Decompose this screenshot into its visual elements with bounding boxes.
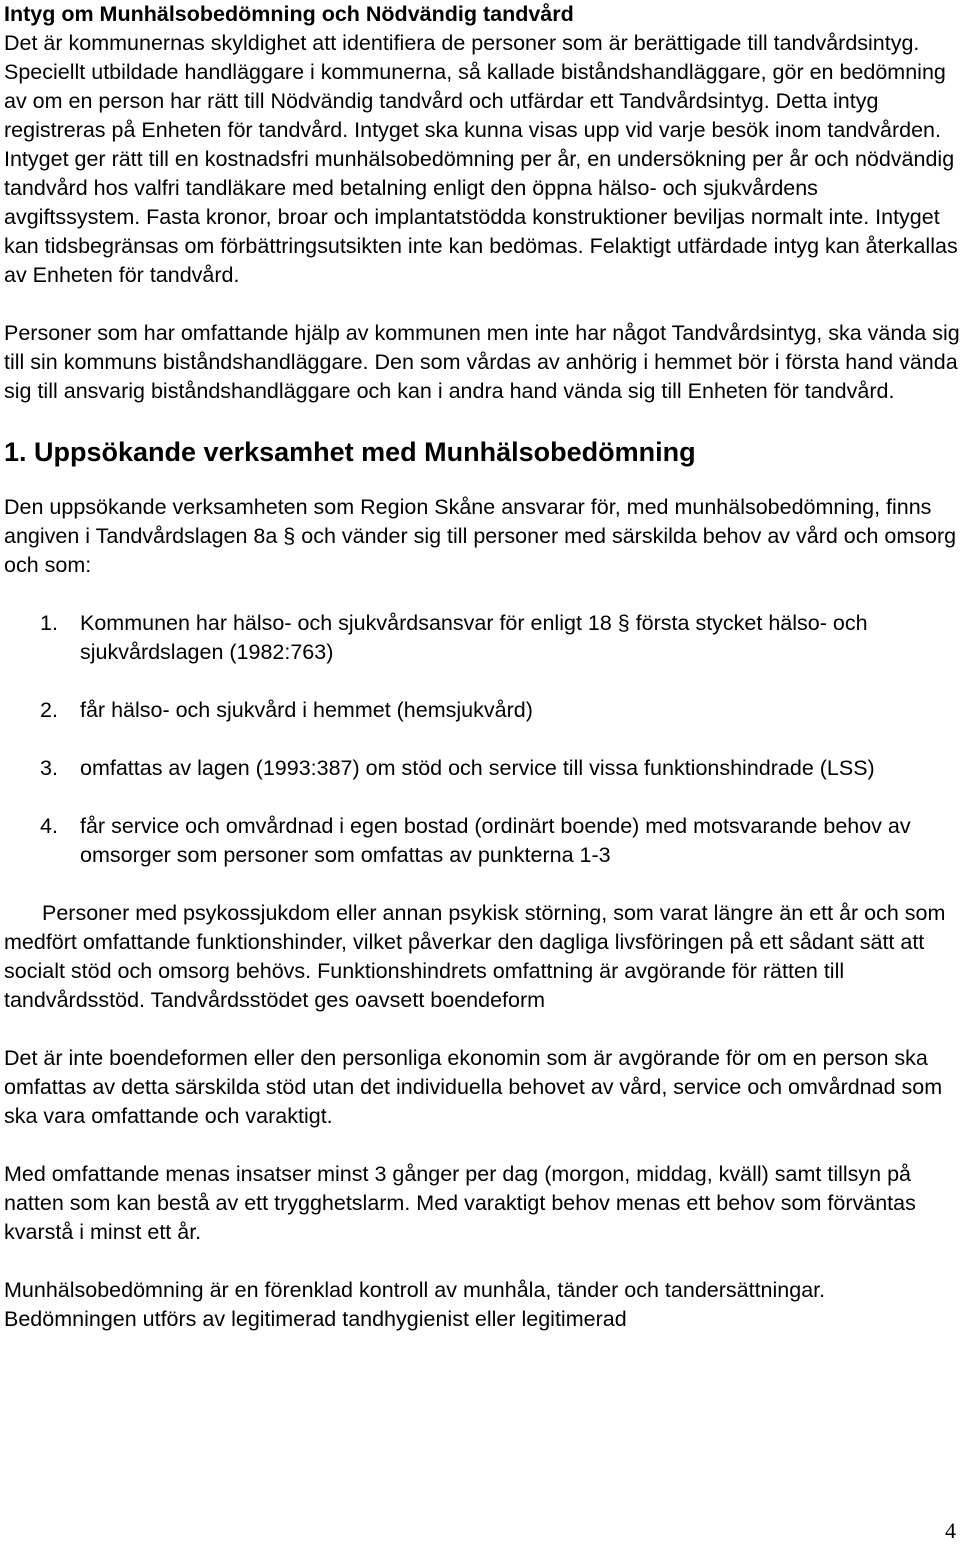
list-item-text: får service och omvårdnad i egen bostad (ordinärt boende) med motsvarande behov av omsorger som personer som omfattas av punkterna 1-3	[80, 814, 911, 867]
list-item	[4, 754, 960, 783]
list-item-text: får hälso- och sjukvård i hemmet (hemsjukvård)	[80, 698, 533, 722]
list-item-number: 4.	[40, 814, 58, 838]
document-title: Intyg om Munhälsobedömning och Nödvändig tandvård	[4, 2, 574, 26]
section-paragraph-2: Personer med psykossjukdom eller annan psykisk störning, som varat längre än ett år och som medfört omfattande funktionshinder, vilket påverkar den dagliga livsföringen på ett sådant sätt att socialt stöd och omsorg behövs. Funktionshindrets omfattning är avgörande för rätten till tandvårdsstöd. Tandvårdsstödet ges oavsett boendeform	[4, 901, 946, 1012]
list-item	[4, 696, 960, 725]
section-paragraph-1: Den uppsökande verksamheten som Region Skåne ansvarar för, med munhälsobedömning, finns angiven i Tandvårdslagen 8a § och vänder sig till personer med särskilda behov av vård och omsorg och som:	[4, 495, 957, 577]
section-paragraph-3: Det är inte boendeformen eller den personliga ekonomin som är avgörande för om en person ska omfattas av detta särskilda stöd utan det individuella behovet av vård, service och omvårdnad som ska vara omfattande och varaktigt.	[4, 1046, 943, 1128]
list-item-number: 1.	[40, 611, 58, 635]
criteria-list	[4, 609, 960, 870]
list-item	[4, 812, 960, 870]
section-heading: 1. Uppsökande verksamhet med Munhälsobedömning	[4, 437, 696, 467]
page-number: 4	[945, 1518, 956, 1543]
section-paragraph-5: Munhälsobedömning är en förenklad kontroll av munhåla, tänder och tandersättningar. Bedömningen utförs av legitimerad tandhygienist eller legitimerad	[4, 1278, 826, 1331]
list-item-text: Kommunen har hälso- och sjukvårdsansvar för enligt 18 § första stycket hälso- och sjukvårdslagen (1982:763)	[80, 611, 868, 664]
intro-paragraph-1: Det är kommunernas skyldighet att identifiera de personer som är berättigade till tandvårdsintyg. Speciellt utbildade handläggare i kommunerna, så kallade biståndshandläggare, gör en bedömning av om en person har rätt till Nödvändig tandvård och utfärdar ett Tandvårdsintyg. Detta intyg registreras på Enheten för tandvård. Intyget ska kunna visas upp vid varje besök inom tandvården. Intyget ger rätt till en kostnadsfri munhälsobedömning per år, en undersökning per år och nödvändig tandvård hos valfri tandläkare med betalning enligt den öppna hälso- och sjukvårdens avgiftssystem. Fasta kronor, broar och implantatstödda konstruktioner beviljas normalt inte. Intyget kan tidsbegränsas om förbättringsutsikten inte kan bedömas. Felaktigt utfärdade intyg kan återkallas av Enheten för tandvård.	[4, 31, 958, 287]
list-item-number: 3.	[40, 756, 58, 780]
document-body	[4, 0, 960, 1334]
section-paragraph-4: Med omfattande menas insatser minst 3 gånger per dag (morgon, middag, kväll) samt tillsyn på natten som kan bestå av ett trygghetslarm. Med varaktigt behov menas ett behov som förväntas kvarstå i minst ett år.	[4, 1162, 916, 1244]
intro-paragraph-2: Personer som har omfattande hjälp av kommunen men inte har något Tandvårdsintyg, ska vända sig till sin kommuns biståndshandläggare. Den som vårdas av anhörig i hemmet bör i första hand vända sig till ansvarig biståndshandläggare och kan i andra hand vända sig till Enheten för tandvård.	[4, 321, 960, 403]
list-item-text: omfattas av lagen (1993:387) om stöd och service till vissa funktionshindrade (LSS)	[80, 756, 875, 780]
list-item	[4, 609, 960, 667]
list-item-number: 2.	[40, 698, 58, 722]
